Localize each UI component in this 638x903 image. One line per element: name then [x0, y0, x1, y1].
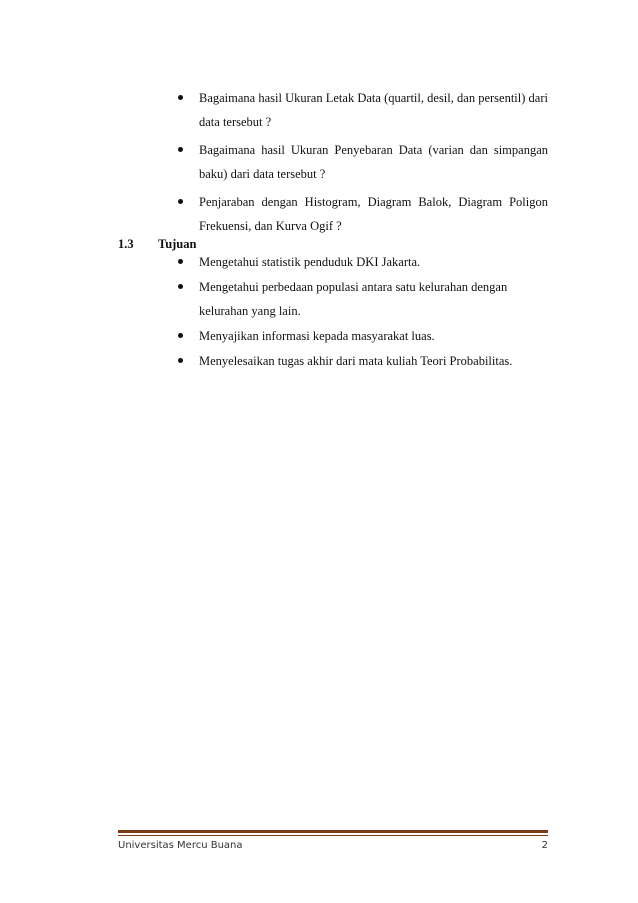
- list-item-text: Mengetahui perbedaan populasi antara satu kelurahan dengan kelurahan yang lain.: [199, 280, 508, 318]
- bullet-icon: [178, 147, 183, 152]
- list-item-text: Bagaimana hasil Ukuran Letak Data (quartil, desil, dan persentil) dari data tersebut ?: [199, 91, 548, 129]
- intro-bullet-list: [176, 86, 548, 242]
- list-item-text: Bagaimana hasil Ukuran Penyebaran Data (varian dan simpangan baku) dari data tersebut ?: [199, 143, 548, 181]
- section-title: Tujuan: [158, 237, 197, 251]
- list-item: [176, 275, 548, 323]
- bullet-icon: [178, 259, 183, 264]
- list-item: [176, 86, 548, 134]
- page-number: 2: [541, 840, 548, 851]
- bullet-icon: [178, 199, 183, 204]
- list-item-text: Mengetahui statistik penduduk DKI Jakarta.: [199, 255, 421, 269]
- bullet-icon: [178, 358, 183, 363]
- list-item-text: Menyajikan informasi kepada masyarakat luas.: [199, 329, 435, 343]
- list-item: [176, 349, 548, 373]
- list-item-text: Penjaraban dengan Histogram, Diagram Balok, Diagram Poligon Frekuensi, dan Kurva Ogif ?: [199, 195, 548, 233]
- footer-divider-thin: [118, 835, 548, 836]
- list-item: [176, 138, 548, 186]
- list-item-text: Menyelesaikan tugas akhir dari mata kuliah Teori Probabilitas.: [199, 354, 513, 368]
- footer-divider: [118, 830, 548, 833]
- list-item: [176, 324, 548, 348]
- bullet-icon: [178, 284, 183, 289]
- tujuan-bullet-list: [176, 250, 548, 374]
- list-item: [176, 250, 548, 274]
- section-number: 1.3: [118, 237, 134, 251]
- bullet-icon: [178, 333, 183, 338]
- list-item: [176, 190, 548, 238]
- footer-institution: Universitas Mercu Buana: [118, 840, 243, 851]
- bullet-icon: [178, 95, 183, 100]
